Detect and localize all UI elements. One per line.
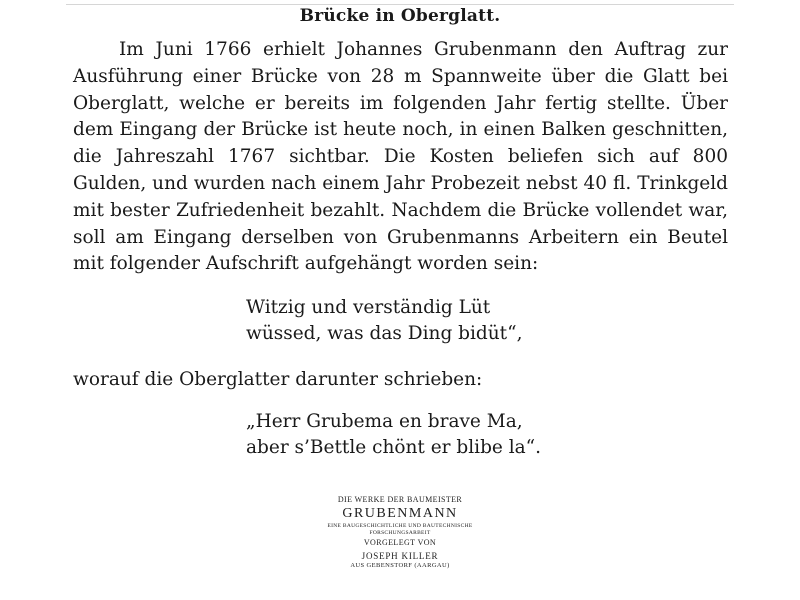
body-paragraph: Im Juni 1766 erhielt Johannes Grubenmann den Auftrag zur Ausführung einer Brücke von 28 m Spannweite über die Glatt bei Oberglatt, welche er bereits im folgenden Jahr fertig stellte. Über dem Eingang der Brücke ist heute noch, in einen Balken geschnitten, die Jahreszahl 1767 sichtbar. Die Kosten beliefen sich auf 800 Gulden, und wurden nach einem Jahr Probezeit nebst 40 fl. Trinkgeld mit bester Zufriedenheit bezahlt. Nachdem die Brücke vollendet war, soll am Eingang derselben von Grubenmanns Arbeitern ein Beutel mit folgender Aufschrift aufgehängt worden sein: [73,39,728,275]
verse-line: wüssed, was das Ding bidüt“, [246,323,523,344]
top-rule [66,4,734,5]
verse-reply [246,409,541,461]
imprint-author: JOSEPH KILLER [361,551,439,561]
imprint-subtitle: EINE BAUGESCHICHTLICHE UND BAUTECHNISCHE [327,523,473,529]
verse-line: Witzig und verständig Lüt [246,297,491,318]
page-title: Brücke in Oberglatt. [299,6,501,26]
imprint-origin: AUS GEBENSTORF (AARGAU) [350,562,450,569]
imprint-series: DIE WERKE DER BAUMEISTER [337,495,463,504]
publication-imprint [300,494,500,570]
verse-line: „Herr Grubema en brave Ma, [246,411,523,432]
verse-inscription [246,295,522,347]
verse-line: aber s’Bettle chönt er blibe la“. [246,437,542,458]
imprint-presented-by: VORGELEGT VON [363,538,437,547]
connector-text: worauf die Oberglatter darunter schrieben: [73,369,483,390]
imprint-title: GRUBENMANN [342,506,458,521]
imprint-subtitle-2: FORSCHUNGSARBEIT [369,530,431,536]
